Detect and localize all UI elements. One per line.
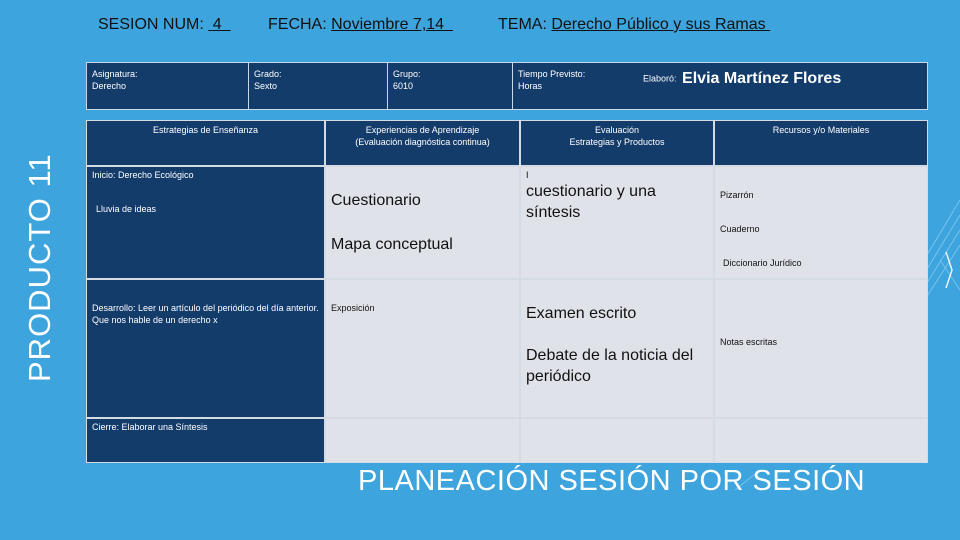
eval-inicio-text: cuestionario y una síntesis	[526, 183, 656, 221]
info-bar	[86, 62, 928, 110]
session-number	[98, 16, 231, 38]
group-field	[393, 68, 421, 92]
author-value: Elvia Martínez Flores	[682, 69, 842, 87]
inicio-text: Inicio: Derecho Ecológico	[92, 170, 194, 180]
debate-text: Debate de la noticia del periódico	[526, 347, 694, 385]
topic-value: Derecho Público y sus Ramas	[551, 16, 766, 33]
column-header-label	[326, 124, 519, 148]
cell-cierre-resources	[714, 418, 928, 463]
author-label: Elaboró:	[643, 73, 677, 84]
exposicion-text: Exposición	[331, 303, 375, 313]
time-label: Tiempo Previsto:	[518, 69, 586, 79]
footer-title: PLANEACIÓN SESIÓN POR SESIÓN	[358, 465, 866, 497]
column-header-label: Recursos y/o Materiales	[772, 125, 870, 135]
cell-cierre	[86, 418, 325, 463]
planning-table	[86, 120, 928, 463]
cell-cierre-experiences	[325, 418, 520, 463]
divider	[248, 63, 249, 109]
eval-marker: I	[526, 170, 529, 180]
cierre-text: Cierre: Elaborar una Síntesis	[92, 422, 208, 432]
grade-value: Sexto	[254, 81, 278, 91]
column-header-evaluation	[520, 120, 714, 166]
cuaderno-text: Cuaderno	[720, 224, 760, 234]
desarrollo-text: Desarrollo: Leer un artículo del periódico del día anterior. Que nos hable de un derecho x	[92, 303, 319, 325]
session-value: 4	[212, 16, 222, 33]
grade-field	[254, 68, 282, 92]
cell-inicio-experiences	[325, 166, 520, 279]
cell-inicio-resources	[714, 166, 928, 279]
column-header-line: Evaluación	[594, 125, 640, 135]
examen-text: Examen escrito	[526, 305, 637, 322]
column-header-experiences	[325, 120, 520, 166]
mapa-text: Mapa conceptual	[331, 236, 453, 253]
column-header-label	[521, 124, 713, 148]
cell-desarrollo-evaluation	[520, 279, 714, 418]
column-header-label: Estrategias de Enseñanza	[152, 125, 259, 135]
author-field	[643, 69, 842, 87]
grade-label: Grado:	[254, 69, 282, 79]
topic-label: TEMA:	[498, 16, 547, 33]
cell-desarrollo	[86, 279, 325, 418]
date-label: FECHA:	[268, 16, 327, 33]
pizarron-text: Pizarrón	[720, 190, 754, 200]
column-header-strategies	[86, 120, 325, 166]
time-value: Horas	[518, 81, 543, 91]
date-value: Noviembre 7,14	[331, 16, 445, 33]
group-label: Grupo:	[393, 69, 421, 79]
subject-label: Asignatura:	[92, 69, 138, 79]
column-header-line: Experiencias de Aprendizaje	[365, 125, 480, 135]
subject-value: Derecho	[92, 81, 127, 91]
notas-text: Notas escritas	[720, 337, 778, 347]
topic-field	[498, 16, 770, 38]
cell-desarrollo-experiences	[325, 279, 520, 418]
subject-field	[92, 68, 138, 92]
cell-inicio-evaluation	[520, 166, 714, 279]
lluvia-text: Lluvia de ideas	[96, 204, 157, 214]
cell-cierre-evaluation	[520, 418, 714, 463]
session-label: SESION NUM:	[98, 16, 204, 33]
divider	[512, 63, 513, 109]
cell-inicio	[86, 166, 325, 279]
group-value: 6010	[393, 81, 414, 91]
cuestionario-text: Cuestionario	[331, 192, 421, 209]
column-header-line: (Evaluación diagnóstica continua)	[355, 137, 490, 147]
column-header-resources	[714, 120, 928, 166]
date-field	[268, 16, 453, 38]
divider	[387, 63, 388, 109]
time-field	[518, 68, 585, 92]
diccionario-text: Diccionario Jurídico	[723, 258, 802, 268]
side-label: PRODUCTO 11	[22, 153, 57, 382]
cell-desarrollo-resources	[714, 279, 928, 418]
column-header-line: Estrategias y Productos	[569, 137, 665, 147]
